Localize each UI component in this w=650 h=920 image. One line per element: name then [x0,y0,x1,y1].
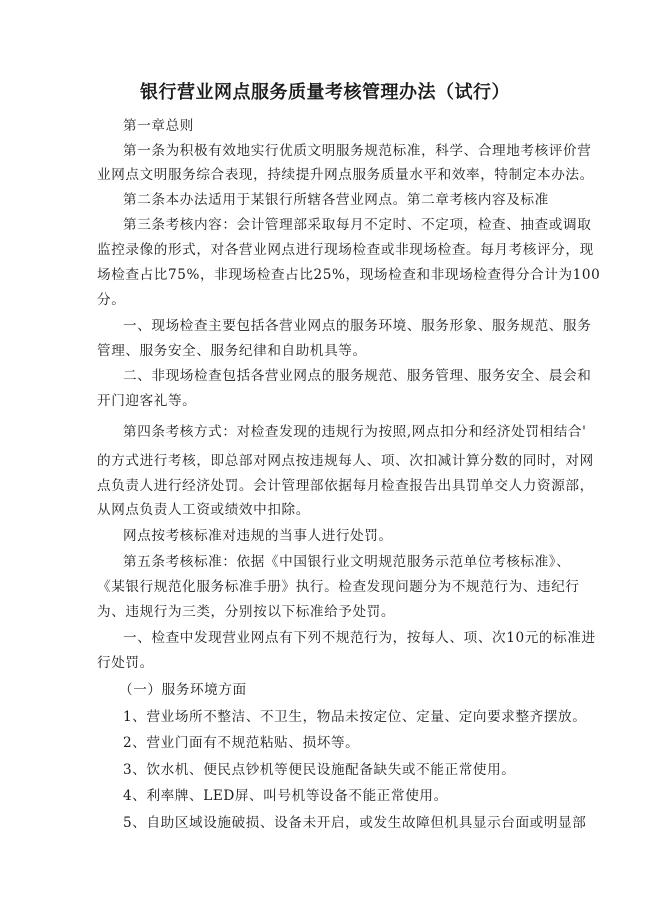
paragraph-line: 管理、服务安全、服务纪律和自助机具等。 [97,343,367,359]
paragraph-line: 监控录像的形式，对各营业网点进行现场检查或非现场检查。每月考核评分，现 [97,242,594,258]
paragraph-line: 为、违规行为三类，分别按以下标准给予处罚。 [97,604,396,620]
list-item: 5、自助区域设施破损、设备未开启，或发生故障但机具显示台面或明显部 [123,815,587,831]
paragraph-line: 从网点负责人工资或绩效中扣除。 [97,502,310,518]
paragraph-line: 第二条本办法适用于某银行所辖各营业网点。第二章考核内容及标准 [123,192,549,208]
paragraph-line: 一、现场检查主要包括各营业网点的服务环境、服务形象、服务规范、服务 [123,318,592,334]
list-item: 4、利率牌、LED屏、叫号机等设备不能正常使用。 [123,788,448,804]
paragraph-line: 一、检查中发现营业网点有下列不规范行为，按每人、项、次10元的标准进 [123,630,596,646]
paragraph-line: 行处罚。 [97,655,154,671]
list-item: 1、营业场所不整洁、不卫生，物品未按定位、定量、定向要求整齐摆放。 [123,709,587,725]
paragraph-line: 业网点文明服务综合表现，持续提升网点服务质量水平和效率，特制定本办法。 [97,167,594,183]
list-item: 3、饮水机、便民点钞机等便民设施配备缺失或不能正常使用。 [123,762,516,778]
paragraph-line: 第一条为积极有效地实行优质文明服务规范标准，科学、合理地考核评价营 [123,143,592,159]
section-heading: （一）服务环境方面 [119,682,247,698]
paragraph-line: 场检查占比75%，非现场检查占比25%，现场检查和非现场检查得分合计为100 [97,267,601,283]
paragraph-line: 二、非现场检查包括各营业网点的服务规范、服务管理、服务安全、晨会和 [123,368,592,384]
paragraph-line: 分。 [97,292,126,308]
paragraph-line: 《某银行规范化服务标准手册》执行。检查发现问题分为不规范行为、违纪行 [97,579,580,595]
list-item: 2、营业门面有不规范粘贴、损坏等。 [123,735,360,751]
paragraph-line: 网点按考核标准对违规的当事人进行处罚。 [123,528,393,544]
document-title: 银行营业网点服务质量考核管理办法（试行） [140,82,510,103]
paragraph-line: 第四条考核方式：对检查发现的违规行为按照,网点扣分和经济处罚相结合' [123,424,587,440]
paragraph-line: 第三条考核内容：会计管理部采取每月不定时、不定项，检查、抽查或调取 [123,217,592,233]
paragraph-line: 的方式进行考核，即总部对网点按违规每人、项、次扣减计算分数的同时，对网 [97,453,594,469]
paragraph-line: 点负责人进行经济处罚。会计管理部依据每月检查报告出具罚单交人力资源部， [97,478,594,494]
chapter-heading: 第一章总则 [123,118,194,134]
paragraph-line: 第五条考核标准：依据《中国银行业文明规范服务示范单位考核标准》、 [123,554,571,570]
paragraph-line: 开门迎客礼等。 [97,393,197,409]
